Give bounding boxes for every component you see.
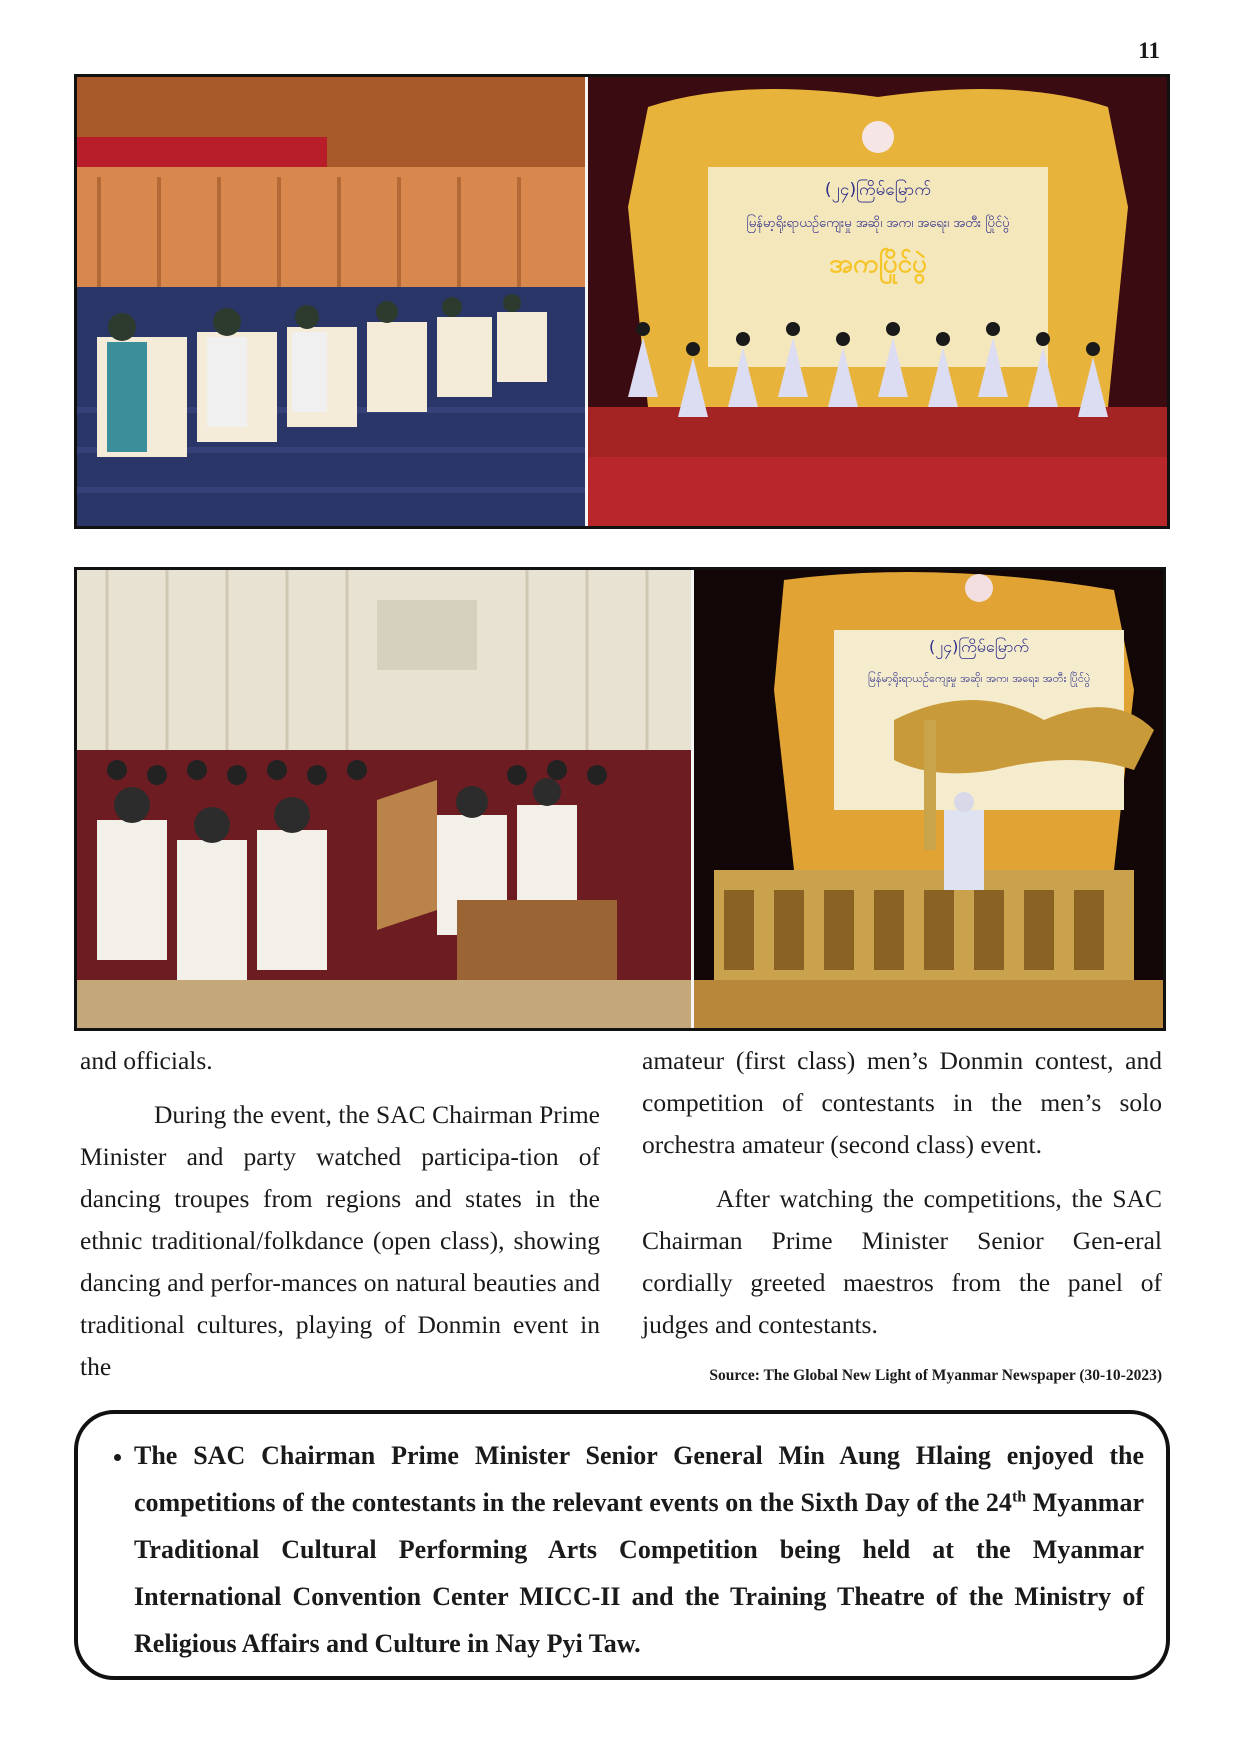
summary-text-start: The SAC Chairman Prime Minister Senior General Min Aung Hlaing enjoyed the competitions of the contestants in the relevant events on the Sixth Day of the 24: [134, 1441, 1144, 1517]
stage-banner-line2: မြန်မာ့ရိုးရာယဉ်ကျေးမှု အဆို၊ အက၊ အရေး၊ အတီး ပြိုင်ပွဲ: [746, 216, 1010, 231]
stage-banner-line1: (၂၄)ကြိမ်မြောက်: [929, 637, 1029, 656]
photo-stage-dancers: [588, 77, 1167, 526]
article-paragraph: After watching the competitions, the SAC Chairman Prime Minister Senior Gen-eral cordially greeted maestros from the panel of judges and contestants.: [642, 1184, 1162, 1339]
article-left-column: [80, 1040, 600, 1388]
photo-audience-hall: [77, 77, 585, 526]
article-paragraph: and officials.: [80, 1046, 213, 1075]
page-number: 11: [1138, 38, 1160, 63]
source-citation: Source: The Global New Light of Myanmar Newspaper (30-10-2023): [709, 1367, 1162, 1384]
photo-row-top: [74, 74, 1170, 529]
stage-banner-line3: အကပြိုင်ပွဲ: [829, 249, 927, 279]
photo-audience-theatre: [77, 570, 691, 1028]
article-paragraph: amateur (first class) men’s Donmin contest, and competition of contestants in the men’s solo orchestra amateur (second class) event.: [642, 1046, 1162, 1159]
photo-stage-orchestra: [694, 570, 1163, 1028]
summary-callout-box: [74, 1410, 1170, 1680]
photo-row-bottom: [74, 567, 1166, 1031]
article-right-column: [642, 1040, 1162, 1346]
summary-bullet: [134, 1432, 1144, 1667]
stage-banner-line2: မြန်မာ့ရိုးရာယဉ်ကျေးမှု အဆို၊ အက၊ အရေး၊ အတီး ပြိုင်ပွဲ: [867, 672, 1091, 685]
summary-text-end: Myanmar Traditional Cultural Performing Arts Competition being held at the Myanmar International Convention Center MICC-II and the Training Theatre of the Ministry of Religious Affairs and Culture in Nay Pyi Taw.: [134, 1488, 1144, 1658]
ordinal-suffix: th: [1011, 1488, 1027, 1506]
stage-banner-line1: (၂၄)ကြိမ်မြောက်: [824, 180, 932, 200]
article-paragraph: During the event, the SAC Chairman Prime Minister and party watched participa-tion of dancing troupes from regions and states in the ethnic traditional/folkdance (open class), showing dancing and perfor-mances on natural beauties and traditional cultures, playing of Donmin event in the: [80, 1100, 600, 1381]
